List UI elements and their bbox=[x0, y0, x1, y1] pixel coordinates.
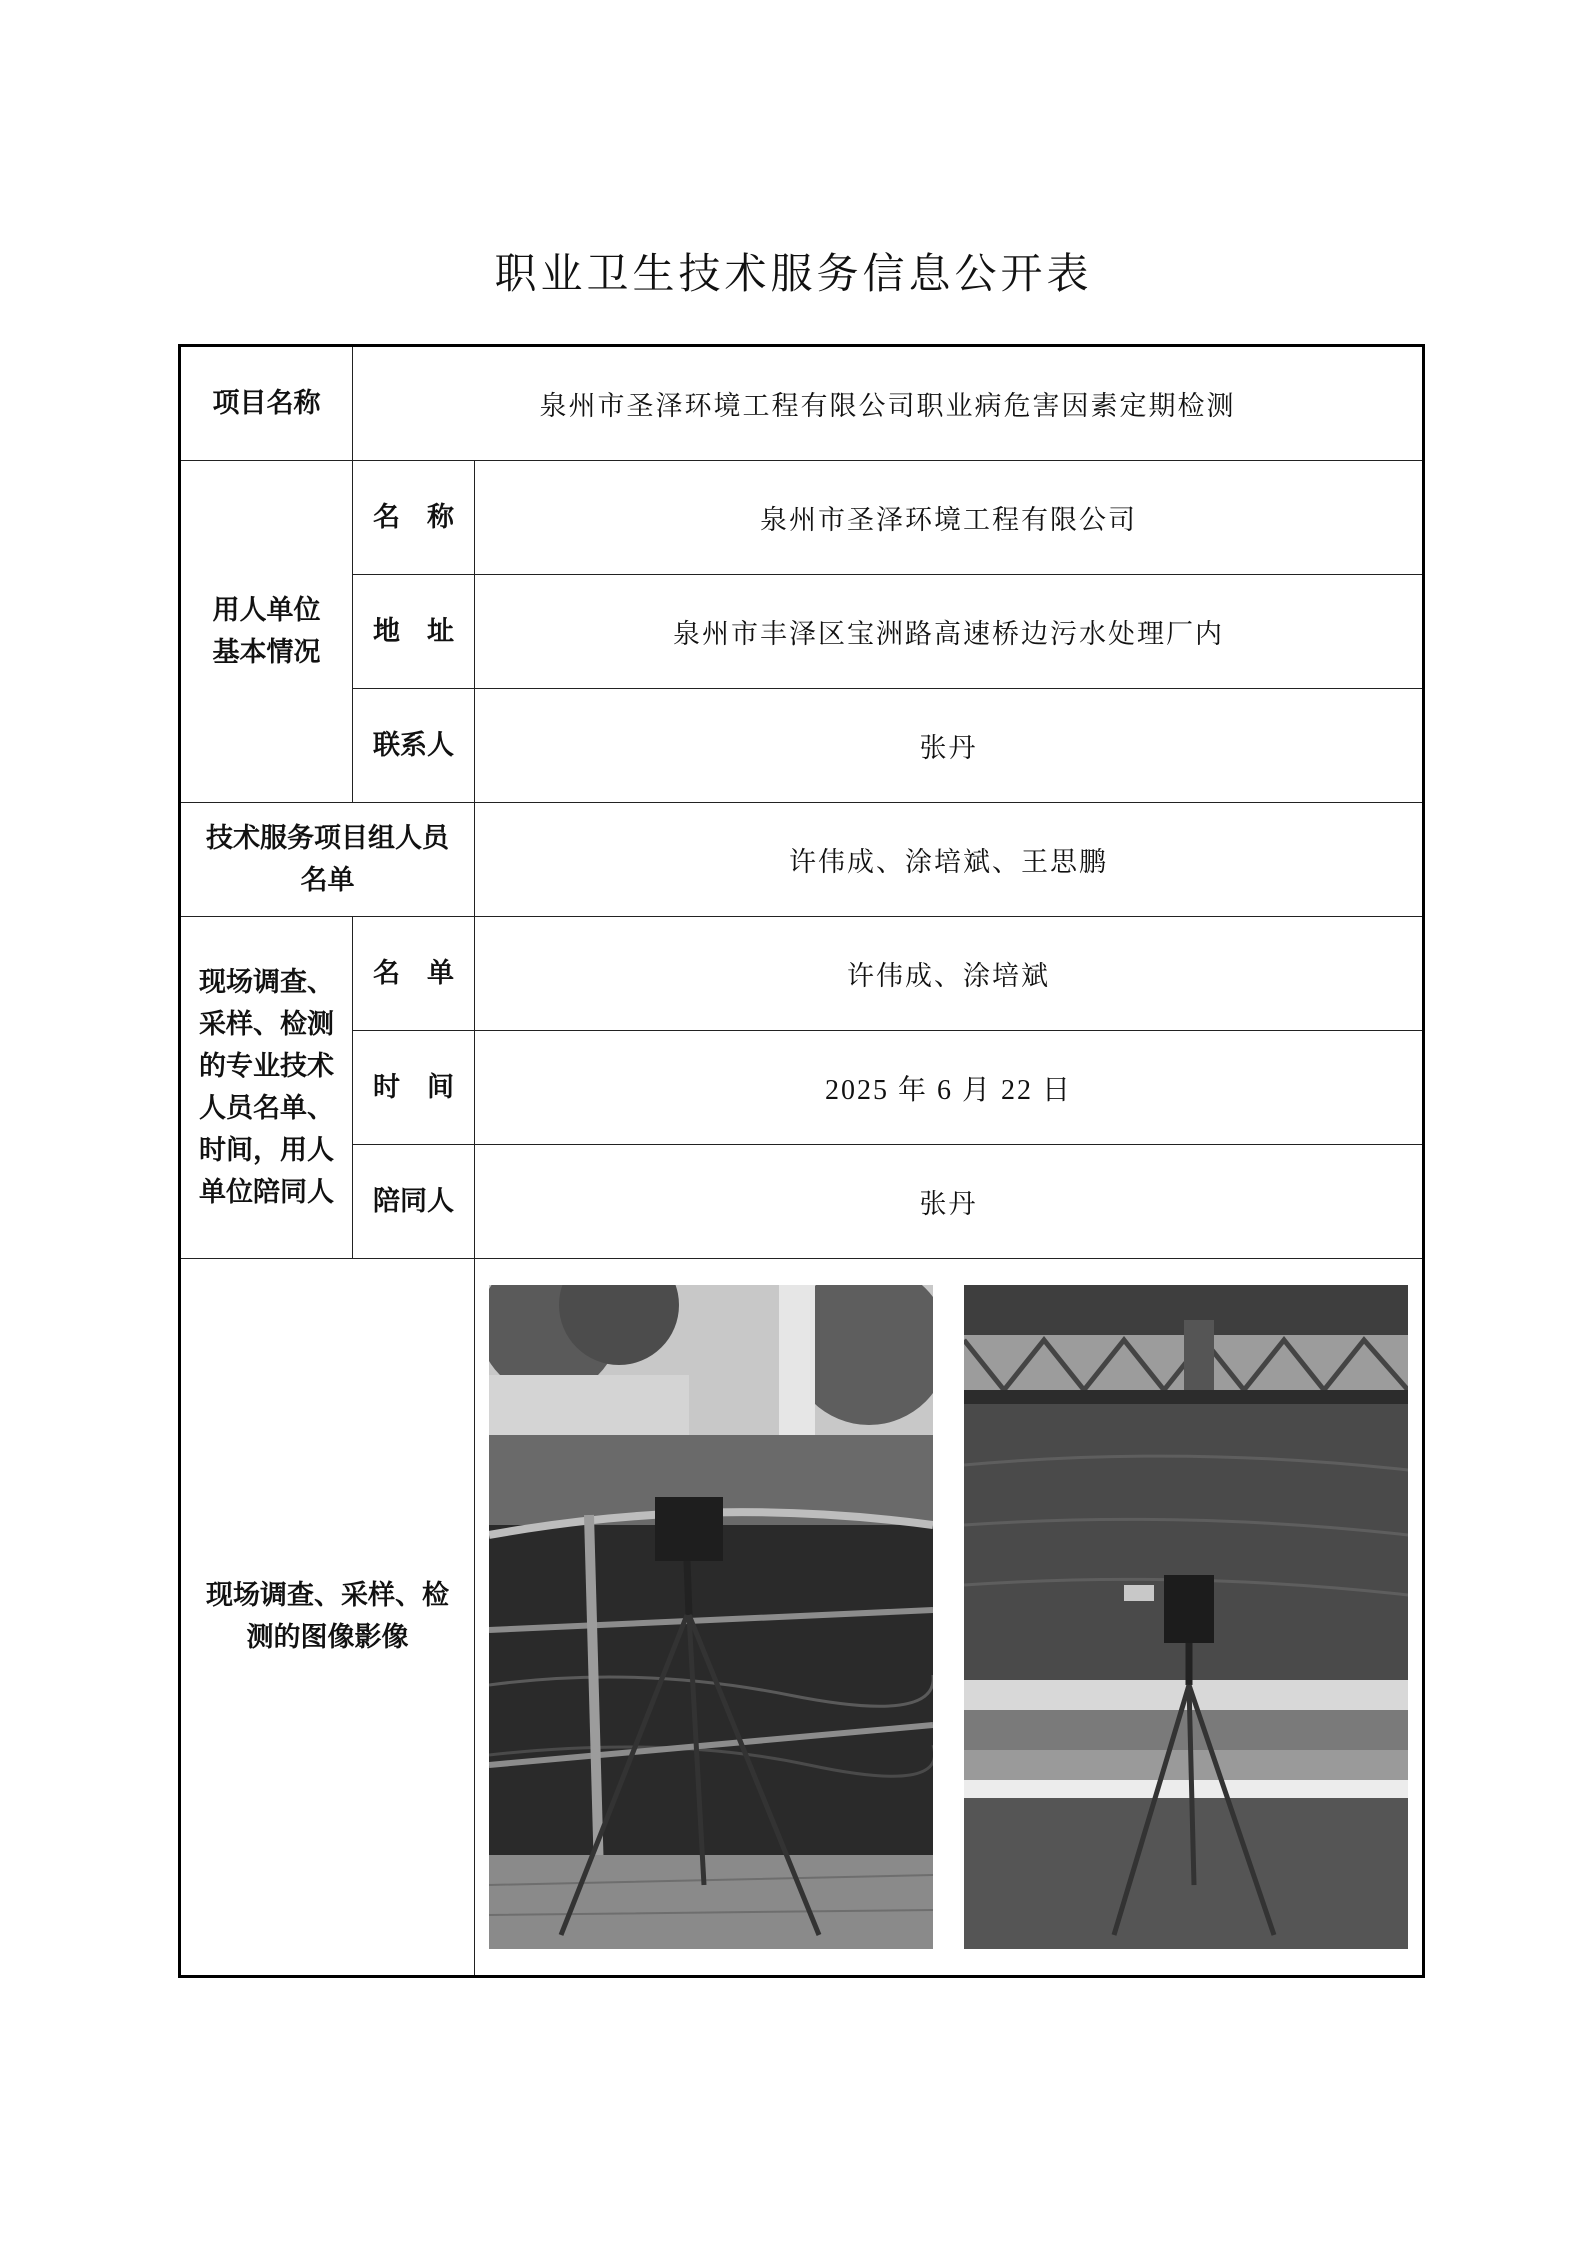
site-photo-1 bbox=[489, 1285, 933, 1949]
survey-names-label: 名 单 bbox=[353, 917, 475, 1031]
row-survey-time bbox=[180, 1031, 1424, 1145]
site-photo-2-image bbox=[964, 1285, 1408, 1949]
employer-contact-label: 联系人 bbox=[353, 689, 475, 803]
employer-address-value: 泉州市丰泽区宝洲路高速桥边污水处理厂内 bbox=[475, 575, 1424, 689]
site-photo-2 bbox=[964, 1285, 1408, 1949]
employer-name-label: 名 称 bbox=[353, 461, 475, 575]
info-table bbox=[178, 344, 1425, 1978]
row-team bbox=[180, 803, 1424, 917]
row-images bbox=[180, 1259, 1424, 1977]
employer-info-label-text: 用人单位 基本情况 bbox=[212, 594, 321, 668]
row-project bbox=[180, 346, 1424, 461]
document-title: 职业卫生技术服务信息公开表 bbox=[494, 249, 1093, 298]
survey-escort-label: 陪同人 bbox=[353, 1145, 475, 1259]
row-survey-names bbox=[180, 917, 1424, 1031]
project-name-value: 泉州市圣泽环境工程有限公司职业病危害因素定期检测 bbox=[353, 346, 1424, 461]
project-name-label: 项目名称 bbox=[180, 346, 353, 461]
row-survey-escort bbox=[180, 1145, 1424, 1259]
images-label bbox=[180, 1259, 475, 1977]
survey-time-value: 2025 年 6 月 22 日 bbox=[475, 1031, 1424, 1145]
survey-label bbox=[180, 917, 353, 1259]
survey-time-label: 时 间 bbox=[353, 1031, 475, 1145]
photo-gallery bbox=[475, 1285, 1422, 1949]
employer-contact-value: 张丹 bbox=[475, 689, 1424, 803]
row-employer-contact bbox=[180, 689, 1424, 803]
team-label-text: 技术服务项目组人员 名单 bbox=[206, 822, 449, 896]
survey-names-value: 许伟成、涂培斌 bbox=[475, 917, 1424, 1031]
team-label bbox=[180, 803, 475, 917]
row-employer-name bbox=[180, 461, 1424, 575]
row-employer-address bbox=[180, 575, 1424, 689]
survey-label-text: 现场调查、 采样、检测 的专业技术 人员名单、 时间，用人 单位陪同人 bbox=[199, 966, 334, 1208]
employer-info-label bbox=[180, 461, 353, 803]
images-cell bbox=[475, 1259, 1424, 1977]
team-value: 许伟成、涂培斌、王思鹏 bbox=[475, 803, 1424, 917]
images-label-text: 现场调查、采样、检 测的图像影像 bbox=[206, 1580, 449, 1653]
employer-address-label: 地 址 bbox=[353, 575, 475, 689]
employer-name-value: 泉州市圣泽环境工程有限公司 bbox=[475, 461, 1424, 575]
survey-escort-value: 张丹 bbox=[475, 1145, 1424, 1259]
site-photo-1-image bbox=[489, 1285, 933, 1949]
